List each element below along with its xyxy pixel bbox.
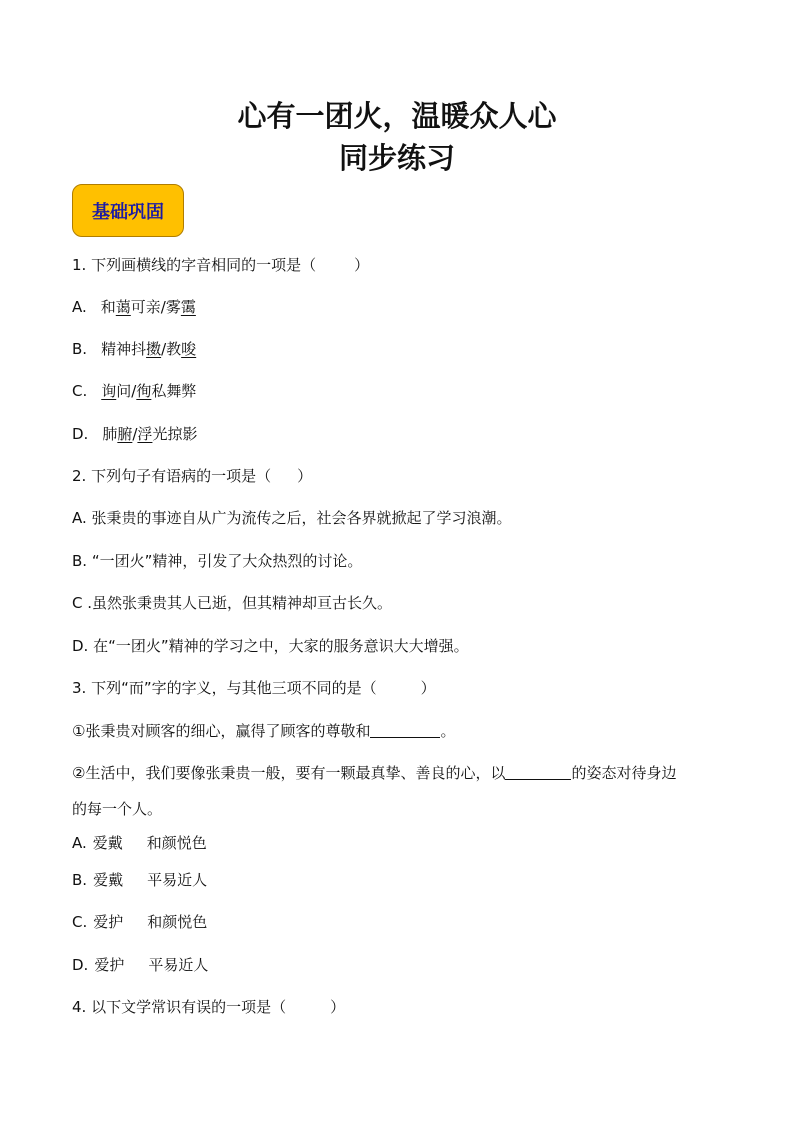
question-2-stem: 2. 下列句子有语病的一项是（ ）: [72, 467, 313, 485]
question-3-option-c: C. 爱护 和颜悦色: [72, 913, 208, 931]
question-3-sentence-2-cont: 的每一个人。: [72, 800, 163, 818]
fill-blank-2: [505, 763, 571, 780]
question-2-option-c: C .虽然张秉贵其人已逝，但其精神却亘古长久。: [72, 594, 393, 612]
question-2-option-a: A. 张秉贵的事迹自从广为流传之后，社会各界就掀起了学习浪潮。: [72, 509, 512, 527]
page-subtitle: 同步练习: [338, 141, 455, 175]
section-label: 基础巩固: [92, 201, 164, 223]
question-2-option-d: D. 在“一团火”精神的学习之中，大家的服务意识大大增强。: [72, 637, 469, 655]
question-4-stem: 4. 以下文学常识有误的一项是（ ）: [72, 998, 346, 1016]
question-1-option-b: B. 精神抖擞/教唆: [72, 340, 197, 358]
question-1-stem: 1. 下列画横线的字音相同的一项是（ ）: [72, 256, 370, 274]
page-title: 心有一团火，温暖众人心: [237, 99, 557, 133]
section-badge: [72, 184, 184, 237]
question-3-sentence-1: ①张秉贵对顾客的细心，赢得了顾客的尊敬和 。: [72, 722, 456, 740]
question-3-option-b: B. 爱戴 平易近人: [72, 871, 208, 889]
question-3-sentence-2: ②生活中，我们要像张秉贵一般，要有一颗最真挚、善良的心，以 的姿态对待身边: [72, 764, 677, 782]
question-1-option-c: C. 询问/徇私舞弊: [72, 382, 197, 400]
question-3-option-a: A. 爱戴 和颜悦色: [72, 834, 207, 852]
fill-blank-1: [370, 721, 440, 738]
question-2-option-b: B. “一团火”精神，引发了大众热烈的讨论。: [72, 552, 363, 570]
question-3-option-d: D. 爱护 平易近人: [72, 956, 209, 974]
question-1-option-d: D. 肺腑/浮光掠影: [72, 425, 198, 443]
question-3-stem: 3. 下列“而”字的字义，与其他三项不同的是（ ）: [72, 679, 436, 697]
question-1-option-a: A. 和蔼可亲/雾霭: [72, 298, 196, 316]
